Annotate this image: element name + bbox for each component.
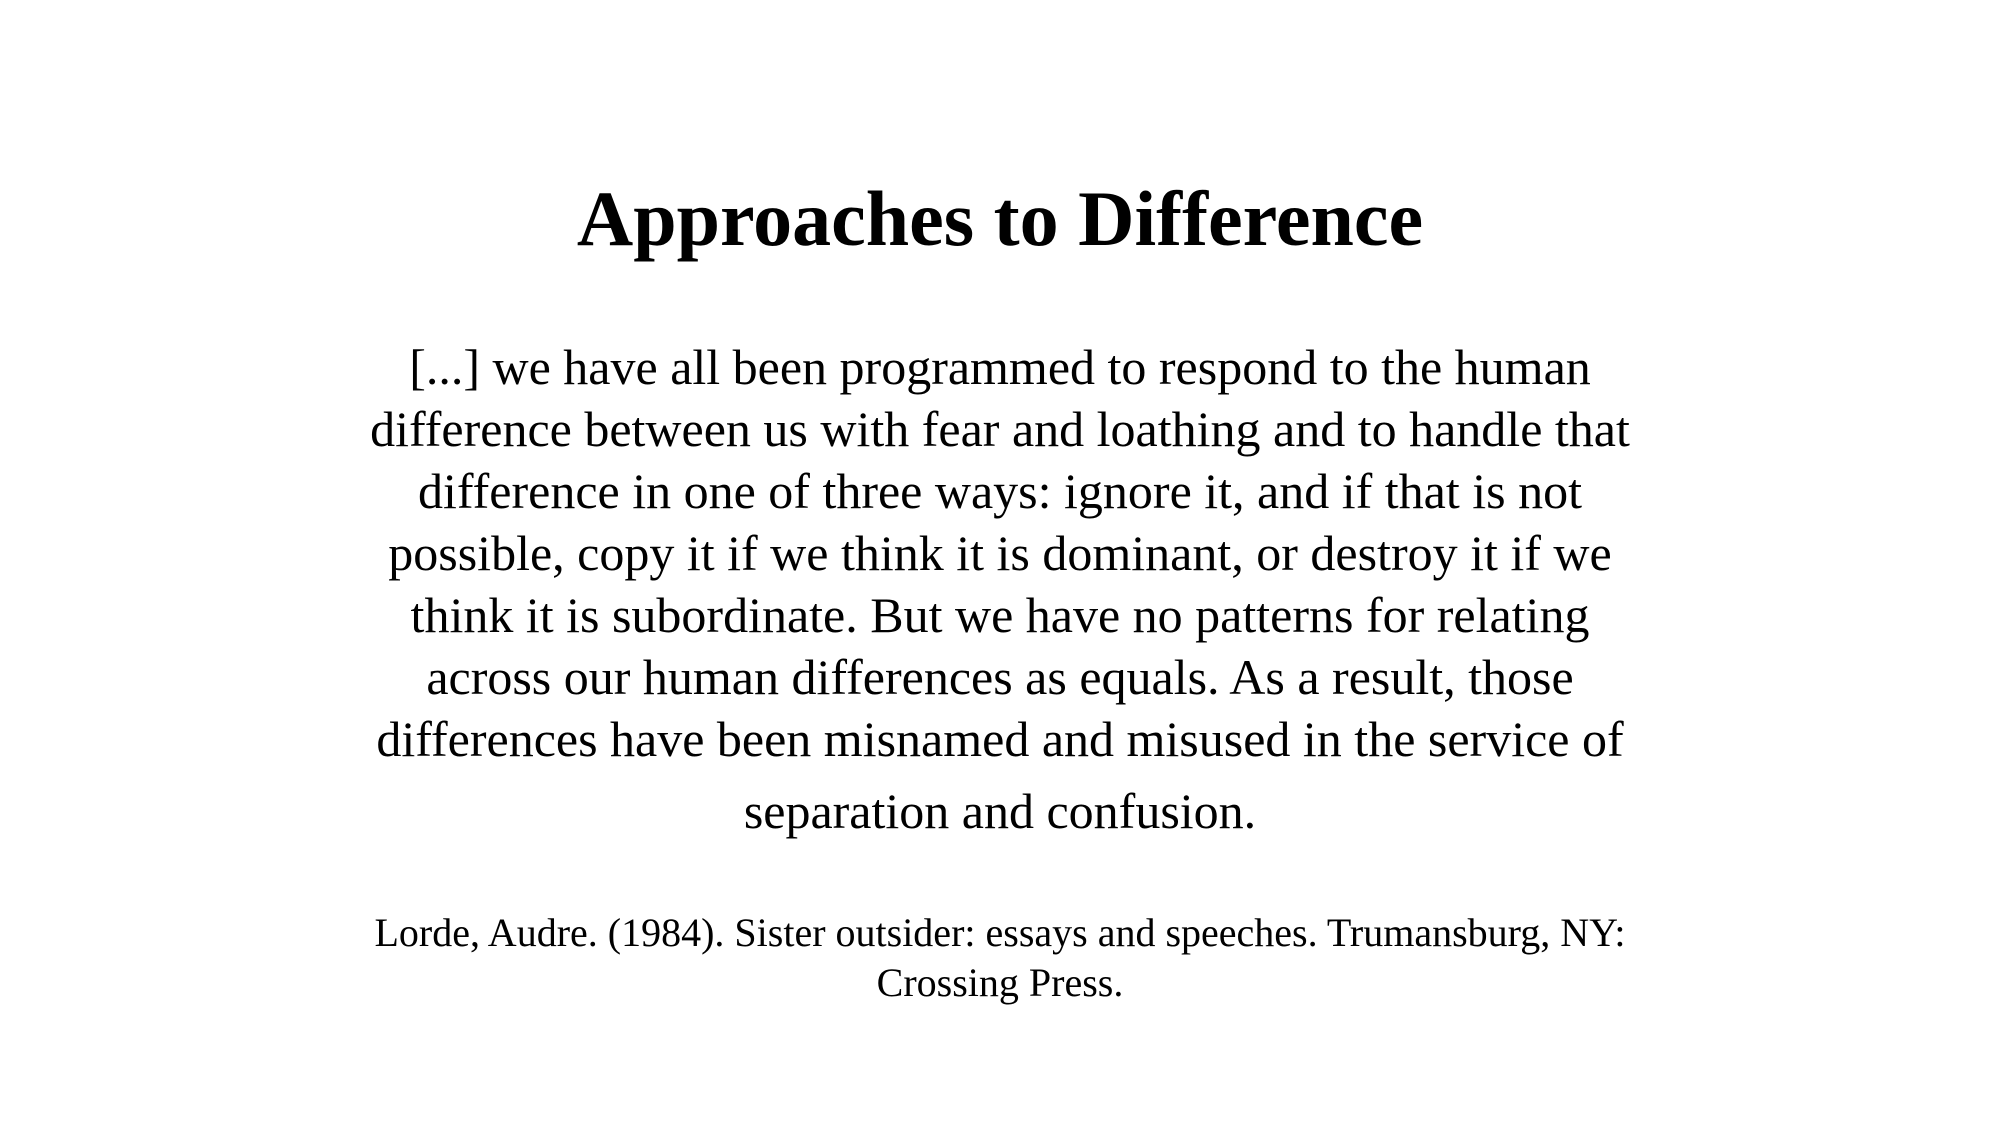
citation-line: Lorde, Audre. (1984). Sister outsider: essays and speeches. Trumansburg, NY:	[374, 910, 1626, 955]
quote-block	[100, 336, 1900, 842]
slide-title: Approaches to Difference	[576, 175, 1424, 262]
quote-line: possible, copy it if we think it is dominant, or destroy it if we	[388, 525, 1612, 581]
quote-line: think it is subordinate. But we have no patterns for relating	[410, 587, 1590, 643]
quote-line: separation and confusion.	[743, 783, 1257, 839]
quote-line: differences have been misnamed and misused in the service of	[376, 711, 1624, 767]
quote-line: difference between us with fear and loathing and to handle that	[370, 401, 1630, 457]
citation-line: Crossing Press.	[876, 960, 1124, 1005]
quote-line: [...] we have all been programmed to respond to the human	[409, 339, 1591, 395]
citation	[150, 908, 1850, 1008]
quote-line: difference in one of three ways: ignore it, and if that is not	[418, 463, 1582, 519]
quote-line: across our human differences as equals. As a result, those	[426, 649, 1574, 705]
